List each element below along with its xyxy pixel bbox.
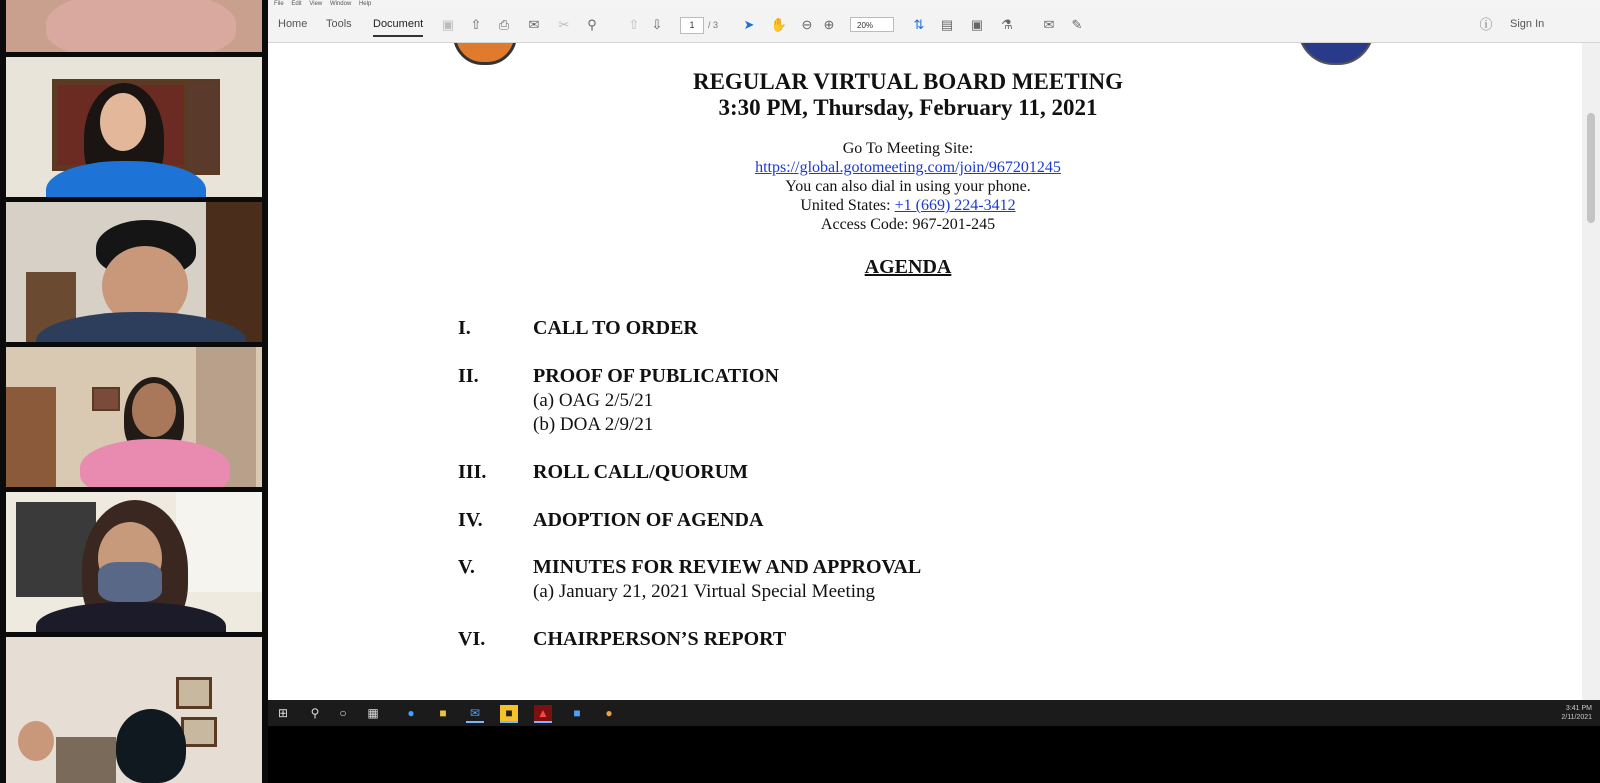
cortana-icon[interactable]: ○ (339, 706, 347, 720)
arrow-down-circle-icon[interactable]: ⇩ (651, 17, 663, 32)
envelope-icon[interactable]: ✉ (528, 17, 540, 32)
clock-date: 2/11/2021 (1561, 714, 1592, 721)
menu-edit[interactable]: Edit (291, 1, 302, 7)
pen-icon[interactable]: ✎ (1071, 17, 1083, 32)
tab-tools[interactable]: Tools (326, 18, 352, 30)
stamp-icon[interactable]: ⚗ (1001, 17, 1013, 32)
page-number-input[interactable]: 1 (680, 17, 704, 34)
search-icon[interactable]: ⚲ (310, 706, 320, 720)
agenda-subitem: (b) DOA 2/9/21 (533, 414, 654, 435)
us-label: United States: (800, 197, 891, 214)
minus-circle-icon[interactable]: ⊖ (801, 17, 813, 32)
tab-home[interactable]: Home (278, 18, 308, 30)
printer-icon[interactable]: ⎙ (498, 17, 510, 32)
agenda-numeral: III. (458, 461, 487, 483)
participant-tile-4[interactable] (6, 347, 262, 487)
page-view-icon[interactable]: ▤ (940, 17, 954, 32)
acrobat-window (268, 0, 1600, 700)
full-screen-icon[interactable]: ▣ (970, 17, 984, 32)
agenda-subitem: (a) January 21, 2021 Virtual Special Meeting (533, 581, 875, 602)
tab-document[interactable]: Document (373, 18, 423, 37)
windows-taskbar (268, 700, 1600, 726)
phone-link[interactable]: +1 (669) 224-3412 (894, 197, 1016, 214)
agenda-numeral: VI. (458, 628, 486, 650)
meeting-title: REGULAR VIRTUAL BOARD MEETING (692, 69, 1124, 94)
plus-circle-icon[interactable]: ⊕ (823, 17, 835, 32)
participant-video-column (0, 0, 268, 783)
fit-page-icon[interactable]: ⇅ (913, 17, 925, 32)
meeting-url-link[interactable]: https://global.gotomeeting.com/join/967201245 (755, 159, 1061, 176)
document-viewport[interactable] (268, 43, 1582, 700)
agenda-subitem: (a) OAG 2/5/21 (533, 390, 654, 411)
scrollbar-thumb[interactable] (1587, 113, 1595, 223)
upload-icon[interactable]: ⇧ (470, 17, 482, 32)
scissors-icon[interactable]: ✂ (558, 17, 570, 32)
outlook-icon[interactable]: ✉ (466, 705, 484, 723)
agenda-numeral: I. (458, 317, 471, 339)
file-explorer-icon[interactable]: ■ (439, 706, 447, 720)
shared-screen (268, 0, 1600, 783)
gotomeeting-icon[interactable]: ● (605, 706, 613, 720)
floppy-icon[interactable]: ▣ (441, 17, 455, 32)
agenda-heading: AGENDA (864, 256, 952, 278)
clock-time: 3:41 PM (1565, 705, 1592, 712)
agenda-numeral: II. (458, 365, 479, 387)
task-view-icon[interactable]: ▦ (367, 706, 379, 720)
participant-tile-3[interactable] (6, 202, 262, 342)
system-clock[interactable] (1561, 704, 1592, 722)
agenda-item: CALL TO ORDER (533, 317, 698, 339)
cursor-arrow-icon[interactable]: ➤ (743, 17, 755, 32)
comment-bubble-icon[interactable]: ✉ (1043, 17, 1055, 32)
magnifier-icon[interactable]: ⚲ (587, 17, 597, 32)
menu-file[interactable]: File (274, 1, 284, 7)
hand-icon[interactable]: ✋ (770, 17, 788, 32)
sign-in-link[interactable]: Sign In (1510, 18, 1545, 30)
agenda-item: MINUTES FOR REVIEW AND APPROVAL (533, 556, 922, 578)
zoom-level-select[interactable]: 20% (850, 17, 894, 32)
menu-view[interactable]: View (309, 1, 323, 7)
sticky-notes-icon[interactable]: ■ (500, 705, 518, 723)
participant-tile-1[interactable] (6, 0, 262, 52)
agenda-item: CHAIRPERSON’S REPORT (533, 628, 787, 650)
document-scrollbar[interactable] (1582, 43, 1600, 700)
agenda-item: ROLL CALL/QUORUM (533, 461, 749, 483)
agenda-item: ADOPTION OF AGENDA (533, 509, 764, 531)
arrow-up-circle-icon[interactable]: ⇧ (628, 17, 640, 32)
meeting-datetime: 3:30 PM, Thursday, February 11, 2021 (718, 95, 1098, 120)
acrobat-reader-icon[interactable]: ▲ (534, 705, 552, 723)
word-icon[interactable]: ■ (573, 706, 581, 720)
agenda-numeral: IV. (458, 509, 483, 531)
agenda-numeral: V. (458, 556, 475, 578)
organization-logo-left (453, 43, 517, 65)
menu-window[interactable]: Window (329, 1, 352, 7)
page-total: / 3 (708, 20, 719, 30)
access-code: Access Code: 967-201-245 (820, 216, 996, 233)
organization-seal-right (1298, 43, 1374, 65)
edge-browser-icon[interactable]: ● (407, 706, 415, 720)
menu-help[interactable]: Help (358, 1, 372, 7)
meeting-site-label: Go To Meeting Site: (842, 140, 974, 157)
help-circle-icon[interactable]: ⓘ (1479, 17, 1493, 32)
main-toolbar (268, 8, 1600, 43)
agenda-item: PROOF OF PUBLICATION (533, 365, 779, 387)
menu-bar (268, 0, 1600, 8)
participant-tile-2[interactable] (6, 57, 262, 197)
windows-start-icon[interactable]: ⊞ (277, 706, 289, 720)
dial-in-note: You can also dial in using your phone. (785, 178, 1031, 195)
participant-tile-6[interactable] (6, 637, 262, 783)
participant-tile-5[interactable] (6, 492, 262, 632)
